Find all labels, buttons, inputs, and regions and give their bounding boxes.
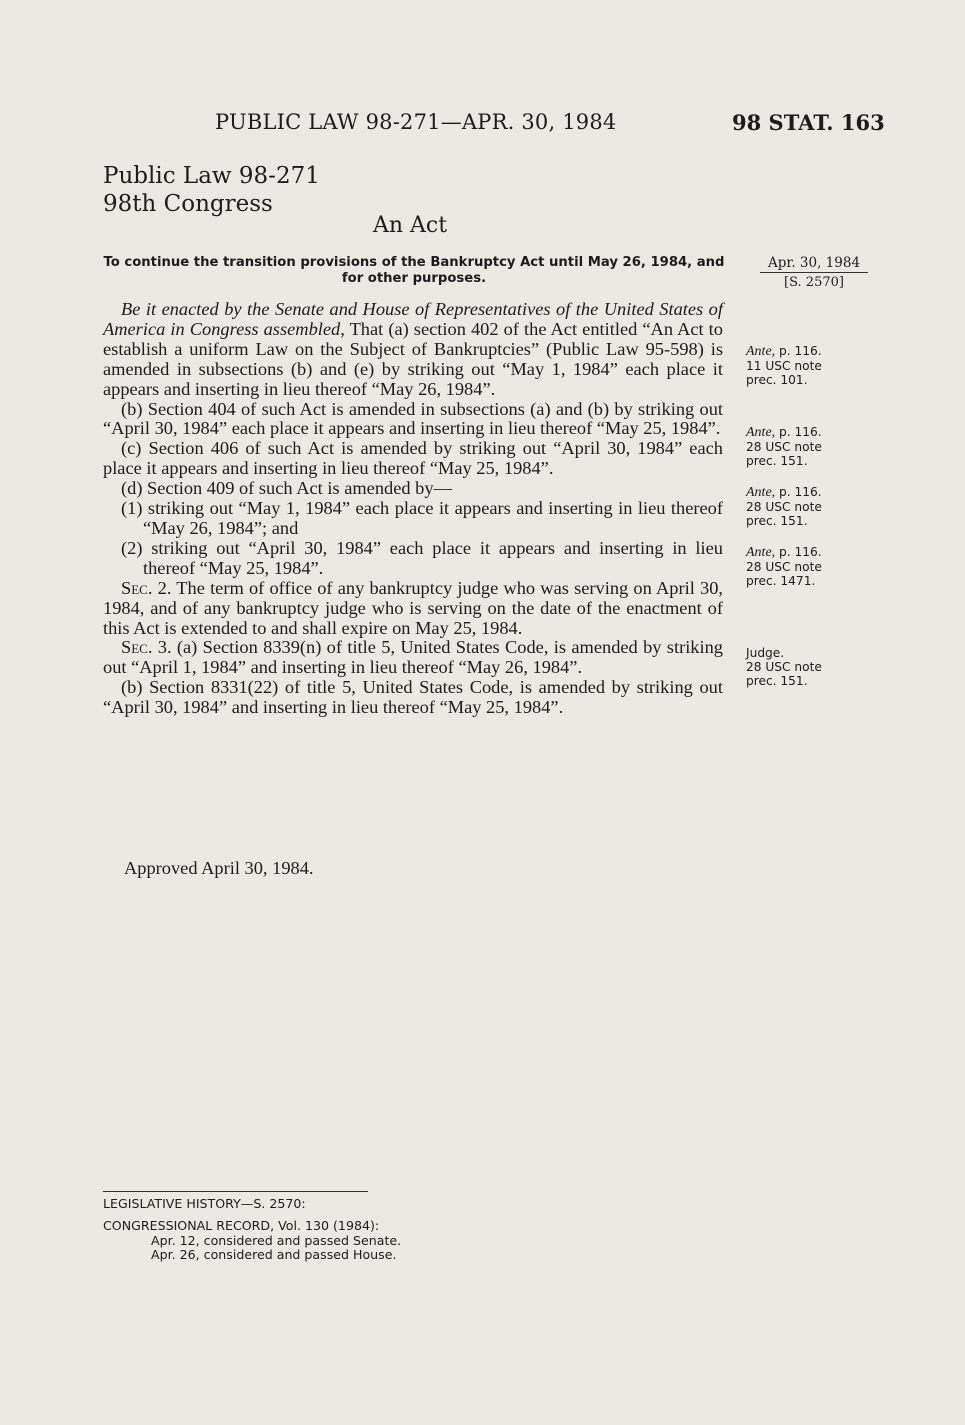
section-1c: (c) Section 406 of such Act is amended by striking out “April 30, 1984” each place it appears and inserting in lieu thereof “May 25, 1984”. <box>103 438 723 479</box>
margin-note: Judge. 28 USC note prec. 151. <box>746 646 822 688</box>
bill-number: [S. 2570] <box>784 275 844 290</box>
section-3b: (b) Section 8331(22) of title 5, United States Code, is amended by striking out “April 30, 1984” and inserting in lieu thereof “May 25, 1984”. <box>103 677 723 718</box>
history-heading: LEGISLATIVE HISTORY—S. 2570: <box>103 1196 306 1211</box>
section-3-label: Sec. 3. <box>121 637 172 658</box>
margin-note: Ante, p. 116. 28 USC note prec. 151. <box>746 485 822 528</box>
stat-page-number: 98 STAT. 163 <box>732 110 885 135</box>
margin-date-box <box>760 255 868 290</box>
footnote-rule <box>103 1191 368 1192</box>
law-number: Public Law 98-271 <box>103 163 320 189</box>
history-entry: Apr. 26, considered and passed House. <box>151 1247 397 1262</box>
enacting-clause: Be it enacted by the Senate and House of Representatives of the United States of America in Congress assembled, <box>103 299 723 339</box>
congressional-record: CONGRESSIONAL RECORD, Vol. 130 (1984): <box>103 1218 380 1233</box>
section-2: Sec. 2. The term of office of any bankruptcy judge who was serving on April 30, 1984, and of any bankruptcy judge who is serving on the date of the enactment of this Act is extended to and shall expire on May 25, 1984. <box>103 577 723 638</box>
legislative-history <box>103 1191 643 1262</box>
approval-date: Apr. 30, 1984 <box>760 255 868 273</box>
law-identity <box>103 162 320 218</box>
section-1d-2: (2) striking out “April 30, 1984” each place it appears and inserting in lieu thereof “May 25, 1984”. <box>121 537 723 578</box>
margin-note: Ante, p. 116. 11 USC note prec. 101. <box>746 344 822 387</box>
history-entry: Apr. 12, considered and passed Senate. <box>151 1233 402 1248</box>
section-1a: Be it enacted by the Senate and House of Representatives of the United States of America in Congress assembled, That (a) section 402 of the Act entitled “An Act to establish a uniform Law on the Subject of Bankruptcies” (Public Law 95-598) is amended in subsections (b) and (e) by striking out “May 1, 1984” each place it appears and inserting in lieu thereof “May 26, 1984”. <box>103 299 723 399</box>
act-body <box>103 300 723 718</box>
section-3a: Sec. 3. (a) Section 8339(n) of title 5, United States Code, is amended by striking out “April 1, 1984” and inserting in lieu thereof “May 26, 1984”. <box>103 637 723 678</box>
section-1d: (d) Section 409 of such Act is amended by— <box>121 478 452 499</box>
margin-note: Ante, p. 116. 28 USC note prec. 151. <box>746 425 822 468</box>
act-heading: An Act <box>372 213 448 238</box>
approval-statement: Approved April 30, 1984. <box>124 858 314 878</box>
page-header-title: PUBLIC LAW 98-271—APR. 30, 1984 <box>215 110 617 134</box>
running-head <box>0 110 965 140</box>
margin-note: Ante, p. 116. 28 USC note prec. 1471. <box>746 545 822 588</box>
section-1d-1: (1) striking out “May 1, 1984” each place it appears and inserting in lieu thereof “May 26, 1984”; and <box>121 498 723 538</box>
long-title: To continue the transition provisions of the Bankruptcy Act until May 26, 1984, and for other purposes. <box>103 255 725 286</box>
section-2-label: Sec. 2. <box>121 577 172 598</box>
congress-number: 98th Congress <box>103 191 273 217</box>
section-1b: (b) Section 404 of such Act is amended in subsections (a) and (b) by striking out “April 30, 1984” each place it appears and inserting in lieu thereof “May 25, 1984”. <box>103 398 723 439</box>
